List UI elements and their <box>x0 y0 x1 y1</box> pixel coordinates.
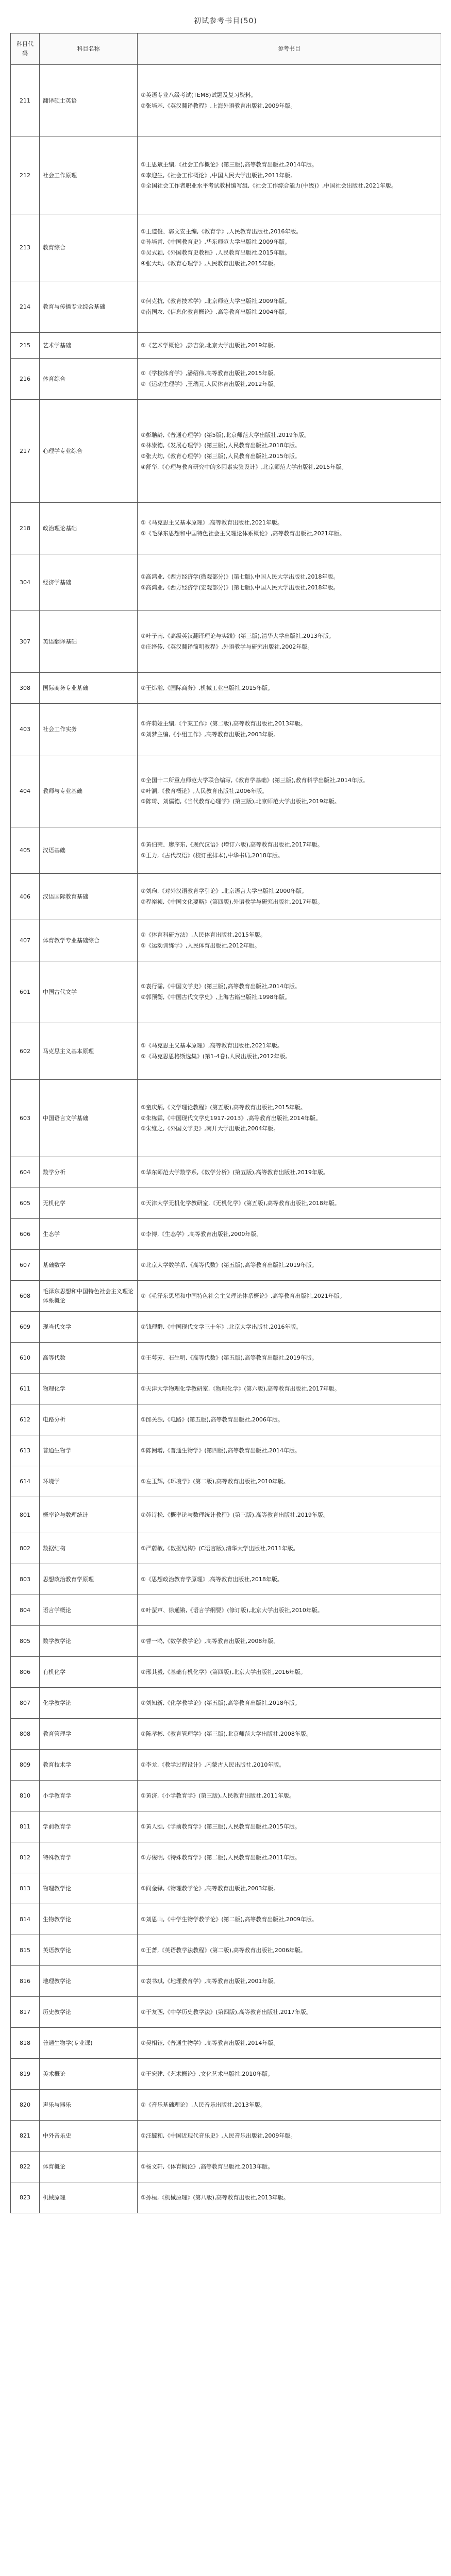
reference-list <box>138 1781 441 1811</box>
table-row <box>11 503 441 554</box>
subject-code: 804 <box>11 1595 40 1626</box>
reference-list <box>138 2151 441 2182</box>
reference-item: ①方俊明,《特殊教育学》(第二版),人民教育出版社,2011年版。 <box>141 1854 300 1861</box>
subject-name: 普通生物学(专业课) <box>40 2028 138 2059</box>
reference-list <box>138 2059 441 2090</box>
subject-code: 404 <box>11 755 40 827</box>
reference-item: ①袁书琪,《地理教育学》,高等教育出版社,2001年版。 <box>141 1977 279 1985</box>
reference-list <box>138 1688 441 1719</box>
reference-item: ①袁行霈,《中国文学史》(第三版),高等教育出版社,2014年版。 <box>141 983 300 990</box>
reference-item: ①王宏建,《艺术概论》,文化艺术出版社,2010年版。 <box>141 2070 274 2077</box>
table-row <box>11 1080 441 1157</box>
subject-name: 声乐与器乐 <box>40 2090 138 2121</box>
reference-list <box>138 1719 441 1750</box>
subject-code: 403 <box>11 704 40 755</box>
table-header-row <box>11 33 441 65</box>
reference-item: ①王萼芳、石生明,《高等代数》(第五版),高等教育出版社,2019年版。 <box>141 1354 318 1361</box>
subject-code: 806 <box>11 1657 40 1688</box>
reference-list <box>138 1935 441 1966</box>
table-row <box>11 1374 441 1404</box>
table-row <box>11 1466 441 1497</box>
reference-item: ②《马克思恩格斯选集》(第1-4卷),人民出版社,2012年版。 <box>141 1053 291 1060</box>
table-row <box>11 137 441 214</box>
reference-list <box>138 1435 441 1466</box>
reference-list <box>138 673 441 704</box>
subject-name: 汉语基础 <box>40 827 138 874</box>
reference-list <box>138 281 441 333</box>
reference-list <box>138 1997 441 2028</box>
reference-item: ①黄人颂,《学前教育学》(第三版),人民教育出版社,2015年版。 <box>141 1823 300 1830</box>
table-row <box>11 1719 441 1750</box>
reference-item: ②《毛泽东思想和中国特色社会主义理论体系概论》,高等教育出版社,2021年版。 <box>141 530 345 537</box>
reference-item: ①彭聃龄,《普通心理学》(第5版),北京师范大学出版社,2019年版。 <box>141 431 310 438</box>
subject-code: 810 <box>11 1781 40 1811</box>
subject-code: 807 <box>11 1688 40 1719</box>
reference-item: ①王蔷,《英语教学法教程》(第二版),高等教育出版社,2006年版。 <box>141 1946 306 1954</box>
table-row <box>11 2090 441 2121</box>
subject-name: 社会工作实务 <box>40 704 138 755</box>
subject-name: 马克思主义基本原理 <box>40 1023 138 1080</box>
reference-item: ①茆诗松,《概率论与数理统计教程》(第三版),高等教育出版社,2019年版。 <box>141 1511 329 1518</box>
subject-code: 602 <box>11 1023 40 1080</box>
subject-code: 815 <box>11 1935 40 1966</box>
reference-list <box>138 1497 441 1533</box>
reference-list <box>138 2121 441 2151</box>
reference-list <box>138 1466 441 1497</box>
subject-code: 606 <box>11 1219 40 1250</box>
table-row <box>11 1564 441 1595</box>
subject-code: 821 <box>11 2121 40 2151</box>
reference-list <box>138 2028 441 2059</box>
reference-item: ①陈孝彬,《教育管理学》(第三版),北京师范大学出版社,2008年版。 <box>141 1730 312 1737</box>
subject-name: 小学教育学 <box>40 1781 138 1811</box>
reference-list <box>138 1023 441 1080</box>
reference-item: ①许莉娅主编,《个案工作》(第二版),高等教育出版社,2013年版。 <box>141 720 306 727</box>
subject-code: 601 <box>11 961 40 1023</box>
reference-item: ①王炜瀚,《国际商务》,机械工业出版社,2015年版。 <box>141 684 274 691</box>
table-row <box>11 65 441 137</box>
reference-item: ④舒华,《心理与教育研究中的多因素实验设计》,北京师范大学出版社,2015年版。 <box>141 463 347 470</box>
subject-code: 211 <box>11 65 40 137</box>
reference-item: ①天津大学无机化学教研室,《无机化学》(第五版),高等教育出版社,2018年版。 <box>141 1199 340 1207</box>
table-row <box>11 1595 441 1626</box>
subject-name: 中外音乐史 <box>40 2121 138 2151</box>
reference-item: ②朱栋霖,《中国现代文学史1917-2013》,高等教育出版社,2014年版。 <box>141 1114 322 1122</box>
reference-list <box>138 704 441 755</box>
table-row <box>11 333 441 359</box>
reference-list <box>138 137 441 214</box>
reference-item: ②王力,《古代汉语》(校订重排本),中华书局,2018年版。 <box>141 852 283 859</box>
table-row <box>11 1873 441 1904</box>
table-row <box>11 611 441 673</box>
reference-item: ①《马克思主义基本原理》,高等教育出版社,2021年版。 <box>141 519 283 527</box>
reference-item: ①刘知新,《化学教学论》(第五版),高等教育出版社,2018年版。 <box>141 1699 300 1706</box>
reference-item: ①孙桓,《机械原理》(第八版),高等教育出版社,2013年版。 <box>141 2194 289 2201</box>
reference-list <box>138 1219 441 1250</box>
reference-item: ②李迎生,《社会工作概论》,中国人民大学出版社,2011年版。 <box>141 172 296 179</box>
table-row <box>11 214 441 281</box>
table-row <box>11 1157 441 1188</box>
reference-item: ①邢其毅,《基础有机化学》(第四版),北京大学出版社,2016年版。 <box>141 1668 306 1675</box>
subject-name: 特殊教育学 <box>40 1842 138 1873</box>
subject-code: 809 <box>11 1750 40 1781</box>
subject-code: 613 <box>11 1435 40 1466</box>
table-row <box>11 1657 441 1688</box>
subject-code: 216 <box>11 359 40 400</box>
reference-list <box>138 961 441 1023</box>
reference-list <box>138 1564 441 1595</box>
table-row <box>11 400 441 503</box>
reference-item: ①于友西,《中学历史教学法》(第四版),高等教育出版社,2017年版。 <box>141 2008 312 2015</box>
reference-item: ①《马克思主义基本原理》,高等教育出版社,2021年版。 <box>141 1042 283 1049</box>
subject-code: 307 <box>11 611 40 673</box>
reference-item: ①天津大学物理化学教研室,《物理化学》(第六版),高等教育出版社,2017年版。 <box>141 1385 340 1392</box>
table-row <box>11 1312 441 1343</box>
subject-code: 811 <box>11 1811 40 1842</box>
subject-code: 214 <box>11 281 40 333</box>
subject-name: 教育管理学 <box>40 1719 138 1750</box>
subject-code: 611 <box>11 1374 40 1404</box>
subject-code: 213 <box>11 214 40 281</box>
reference-item: ①曹一鸣,《数学教学论》,高等教育出版社,2008年版。 <box>141 1637 279 1645</box>
subject-name: 电路分析 <box>40 1404 138 1435</box>
table-row <box>11 2028 441 2059</box>
subject-name: 有机化学 <box>40 1657 138 1688</box>
subject-code: 813 <box>11 1873 40 1904</box>
reference-list <box>138 1157 441 1188</box>
subject-name: 环境学 <box>40 1466 138 1497</box>
reference-list <box>138 359 441 400</box>
table-row <box>11 359 441 400</box>
subject-name: 心理学专业综合 <box>40 400 138 503</box>
reference-list <box>138 1250 441 1281</box>
reference-list <box>138 65 441 137</box>
subject-code: 217 <box>11 400 40 503</box>
reference-list <box>138 1626 441 1657</box>
subject-code: 308 <box>11 673 40 704</box>
reference-item: ③张大均,《教育心理学》(第三版),人民教育出版社,2015年版。 <box>141 453 300 460</box>
subject-name: 英语翻译基础 <box>40 611 138 673</box>
subject-code: 823 <box>11 2182 40 2213</box>
subject-name: 国际商务专业基础 <box>40 673 138 704</box>
subject-name: 体育综合 <box>40 359 138 400</box>
reference-item: ①黄济,《小学教育学》(第三版),人民教育出版社,2011年版。 <box>141 1792 295 1799</box>
reference-item: ①叶蜚声、徐通锵,《语言学纲要》(修订版),北京大学出版社,2010年版。 <box>141 1606 323 1614</box>
subject-code: 603 <box>11 1080 40 1157</box>
header-references: 参考书目 <box>138 33 441 65</box>
subject-name: 中国古代文学 <box>40 961 138 1023</box>
table-row <box>11 1188 441 1219</box>
reference-item: ④张大均,《教育心理学》,人民教育出版社,2015年版。 <box>141 260 279 267</box>
reference-item: ①汪毓和,《中国近现代音乐史》,人民音乐出版社,2009年版。 <box>141 2132 296 2139</box>
reference-item: ①高鸿业,《西方经济学(微观部分)》(第七版),中国人民大学出版社,2018年版。 <box>141 573 339 581</box>
reference-item: ②叶澜,《教育概论》,人民教育出版社,2006年版。 <box>141 787 268 794</box>
subject-code: 218 <box>11 503 40 554</box>
subject-code: 822 <box>11 2151 40 2182</box>
table-row <box>11 2182 441 2213</box>
reference-item: ②南国农,《信息化教育概论》,高等教育出版社,2004年版。 <box>141 309 291 315</box>
reference-item: ①《体育科研方法》,人民体育出版社,2015年版。 <box>141 931 266 939</box>
subject-name: 教育与传播专业综合基础 <box>40 281 138 333</box>
reference-item: ②孙培青,《中国教育史》,华东师范大学出版社,2009年版。 <box>141 239 291 246</box>
subject-code: 605 <box>11 1188 40 1219</box>
subject-name: 地理教学论 <box>40 1966 138 1997</box>
table-row <box>11 1250 441 1281</box>
reference-list <box>138 214 441 281</box>
subject-code: 819 <box>11 2059 40 2090</box>
reference-list <box>138 1374 441 1404</box>
subject-code: 817 <box>11 1997 40 2028</box>
reference-list <box>138 503 441 554</box>
table-row <box>11 2121 441 2151</box>
subject-name: 学前教育学 <box>40 1811 138 1842</box>
reference-item: ①何克抗,《教育技术学》,北京师范大学出版社,2009年版。 <box>141 298 291 305</box>
header-code: 科目代码 <box>11 33 40 65</box>
reference-item: ①吴相钰,《普通生物学》,高等教育出版社,2014年版。 <box>141 2039 279 2046</box>
reference-item: ①《音乐基础理论》,人民音乐出版社,2013年版。 <box>141 2101 266 2108</box>
subject-name: 中国语言文学基础 <box>40 1080 138 1157</box>
reference-list <box>138 1404 441 1435</box>
subject-name: 数据结构 <box>40 1533 138 1564</box>
reference-list <box>138 1343 441 1374</box>
reference-list <box>138 611 441 673</box>
reference-item: ①黄伯荣、廖序东,《现代汉语》(增订六版),高等教育出版社,2017年版。 <box>141 841 323 849</box>
reference-list <box>138 755 441 827</box>
reference-item: ①王思斌主编,《社会工作概论》(第三版),高等教育出版社,2014年版。 <box>141 161 318 168</box>
table-body <box>11 65 441 2213</box>
subject-name: 教师与专业基础 <box>40 755 138 827</box>
subject-name: 汉语国际教育基础 <box>40 874 138 920</box>
subject-name: 生态学 <box>40 1219 138 1250</box>
subject-name: 物理化学 <box>40 1374 138 1404</box>
reference-item: ①钱理群,《中国现代文学三十年》,北京大学出版社,2016年版。 <box>141 1323 302 1330</box>
subject-code: 607 <box>11 1250 40 1281</box>
subject-name: 思想政治教育学原理 <box>40 1564 138 1595</box>
table-row <box>11 673 441 704</box>
reference-item: ①王道俊、郭文安主编,《教育学》,人民教育出版社,2016年版。 <box>141 228 302 235</box>
subject-name: 化学教学论 <box>40 1688 138 1719</box>
reference-item: ①李博,《生态学》,高等教育出版社,2000年版。 <box>141 1230 262 1238</box>
reference-item: ①杨文轩,《体育概论》,高等教育出版社,2013年版。 <box>141 2163 274 2170</box>
subject-name: 教育技术学 <box>40 1750 138 1781</box>
table-row <box>11 1997 441 2028</box>
subject-name: 概率论与数理统计 <box>40 1497 138 1533</box>
table-row <box>11 1750 441 1781</box>
table-row <box>11 920 441 961</box>
subject-code: 612 <box>11 1404 40 1435</box>
reference-item: ①刘恩山,《中学生物学教学论》(第二版),高等教育出版社,2009年版。 <box>141 1916 318 1923</box>
reference-item: ①北京大学数学系,《高等代数》(第五版),高等教育出版社,2019年版。 <box>141 1261 318 1268</box>
reference-item: ①左玉辉,《环境学》(第二版),高等教育出版社,2010年版。 <box>141 1478 289 1485</box>
subject-code: 802 <box>11 1533 40 1564</box>
subject-name: 现当代文学 <box>40 1312 138 1343</box>
subject-name: 教育综合 <box>40 214 138 281</box>
subject-code: 805 <box>11 1626 40 1657</box>
table-row <box>11 755 441 827</box>
reference-item: ①邱关源,《电路》(第五版),高等教育出版社,2006年版。 <box>141 1416 283 1423</box>
reference-list <box>138 1533 441 1564</box>
table-row <box>11 1781 441 1811</box>
reference-item: ①陈阅增,《普通生物学》(第四版),高等教育出版社,2014年版。 <box>141 1447 300 1454</box>
table-row <box>11 2059 441 2090</box>
reference-item: ①严蔚敏,《数据结构》(C语言版),清华大学出版社,2011年版。 <box>141 1545 299 1552</box>
reference-item: ①童庆炳,《文学理论教程》(第五版),高等教育出版社,2015年版。 <box>141 1104 306 1111</box>
table-row <box>11 1811 441 1842</box>
reference-item: ②刘梦主编,《小组工作》,高等教育出版社,2003年版。 <box>141 731 279 738</box>
reference-table <box>10 33 441 2213</box>
subject-code: 801 <box>11 1497 40 1533</box>
reference-list <box>138 1842 441 1873</box>
reference-list <box>138 1873 441 1904</box>
reference-list <box>138 827 441 874</box>
reference-list <box>138 1595 441 1626</box>
reference-item: ①《学校体育学》,潘绍伟,高等教育出版社,2015年版。 <box>141 370 279 377</box>
table-row <box>11 554 441 611</box>
subject-name: 翻译硕士英语 <box>40 65 138 137</box>
subject-code: 304 <box>11 554 40 611</box>
reference-list <box>138 1966 441 1997</box>
subject-name: 英语教学论 <box>40 1935 138 1966</box>
table-row <box>11 704 441 755</box>
subject-code: 609 <box>11 1312 40 1343</box>
table-row <box>11 1343 441 1374</box>
subject-name: 机械原理 <box>40 2182 138 2213</box>
table-row <box>11 1688 441 1719</box>
subject-name: 物理教学论 <box>40 1873 138 1904</box>
reference-item: ①《毛泽东思想和中国特色社会主义理论体系概论》,高等教育出版社,2021年版。 <box>141 1292 345 1299</box>
reference-item: ③吴式颖,《外国教育史教程》,人民教育出版社,2015年版。 <box>141 249 291 256</box>
subject-name: 艺术学基础 <box>40 333 138 359</box>
subject-name: 普通生物学 <box>40 1435 138 1466</box>
table-row <box>11 874 441 920</box>
reference-list <box>138 1657 441 1688</box>
subject-code: 803 <box>11 1564 40 1595</box>
subject-code: 608 <box>11 1281 40 1312</box>
subject-code: 808 <box>11 1719 40 1750</box>
reference-item: ①英语专业八级考试(TEM8)试题及复习资料。 <box>141 92 257 99</box>
reference-list <box>138 400 441 503</box>
reference-item: ①华东师范大学数学系,《数学分析》(第五版),高等教育出版社,2019年版。 <box>141 1168 329 1176</box>
reference-list <box>138 874 441 920</box>
subject-name: 生物教学论 <box>40 1904 138 1935</box>
reference-item: ③全国社会工作者职业水平考试教材编写组,《社会工作综合能力(中级)》,中国社会出版社,2021年版。 <box>141 182 397 190</box>
reference-list <box>138 1750 441 1781</box>
reference-list <box>138 1811 441 1842</box>
reference-item: ②《运动生理学》,王瑞元,人民体育出版社,2012年版。 <box>141 381 279 387</box>
reference-item: ②林崇德,《发展心理学》(第三版),人民教育出版社,2018年版。 <box>141 442 300 449</box>
reference-list <box>138 2090 441 2121</box>
table-row <box>11 2151 441 2182</box>
subject-code: 610 <box>11 1343 40 1374</box>
table-row <box>11 1904 441 1935</box>
reference-item: ②庄绎传,《英汉翻译简明教程》,外语教学与研究出版社,2002年版。 <box>141 643 313 650</box>
subject-name: 数学分析 <box>40 1157 138 1188</box>
reference-item: ①李龙,《教学过程设计》,内蒙古人民出版社,2010年版。 <box>141 1761 285 1768</box>
table-row <box>11 1281 441 1312</box>
subject-code: 614 <box>11 1466 40 1497</box>
reference-list <box>138 1188 441 1219</box>
subject-code: 816 <box>11 1966 40 1997</box>
subject-code: 405 <box>11 827 40 874</box>
table-row <box>11 1842 441 1873</box>
reference-item: ①阎金铎,《物理教学论》,高等教育出版社,2003年版。 <box>141 1885 279 1892</box>
reference-item: ①叶子南,《高级英汉翻译理论与实践》(第三版),清华大学出版社,2013年版。 <box>141 633 335 640</box>
subject-name: 社会工作原理 <box>40 137 138 214</box>
subject-code: 812 <box>11 1842 40 1873</box>
subject-code: 215 <box>11 333 40 359</box>
reference-item: ①全国十二所重点师范大学联合编写,《教育学基础》(第三版),教育科学出版社,2014年版。 <box>141 777 369 784</box>
subject-name: 经济学基础 <box>40 554 138 611</box>
reference-list <box>138 1080 441 1157</box>
header-subject: 科目名称 <box>40 33 138 65</box>
subject-name: 体育教学专业基础综合 <box>40 920 138 961</box>
reference-list <box>138 333 441 359</box>
table-row <box>11 1626 441 1657</box>
reference-item: ②《运动训练学》,人民体育出版社,2012年版。 <box>141 942 260 949</box>
table-row <box>11 1497 441 1533</box>
table-row <box>11 1935 441 1966</box>
subject-name: 基础数学 <box>40 1250 138 1281</box>
reference-item: ②程裕祯,《中国文化要略》(第四版),外语教学与研究出版社,2017年版。 <box>141 899 323 905</box>
reference-item: ①《艺术学概论》,彭吉象,北京大学出版社,2019年版。 <box>141 342 279 349</box>
reference-item: ②张培基,《英汉翻译教程》,上海外语教育出版社,2009年版。 <box>141 103 296 109</box>
reference-list <box>138 1281 441 1312</box>
subject-name: 历史教学论 <box>40 1997 138 2028</box>
table-row <box>11 1966 441 1997</box>
subject-name: 体育概论 <box>40 2151 138 2182</box>
table-row <box>11 1533 441 1564</box>
reference-list <box>138 1312 441 1343</box>
subject-name: 政治理论基础 <box>40 503 138 554</box>
subject-code: 820 <box>11 2090 40 2121</box>
reference-list <box>138 920 441 961</box>
reference-item: ③朱维之,《外国文学史》,南开大学出版社,2004年版。 <box>141 1125 279 1132</box>
subject-code: 604 <box>11 1157 40 1188</box>
subject-code: 407 <box>11 920 40 961</box>
subject-name: 高等代数 <box>40 1343 138 1374</box>
table-row <box>11 1219 441 1250</box>
table-row <box>11 1023 441 1080</box>
reference-list <box>138 554 441 611</box>
subject-name: 美术概论 <box>40 2059 138 2090</box>
reference-list <box>138 2182 441 2213</box>
reference-list <box>138 1904 441 1935</box>
reference-item: ②郭预衡,《中国古代文学史》,上海古籍出版社,1998年版。 <box>141 994 291 1001</box>
subject-name: 毛泽东思想和中国特色社会主义理论体系概论 <box>40 1281 138 1312</box>
table-row <box>11 1404 441 1435</box>
subject-code: 406 <box>11 874 40 920</box>
table-row <box>11 827 441 874</box>
table-row <box>11 961 441 1023</box>
table-row <box>11 281 441 333</box>
page-title: 初试参考书目(50) <box>194 17 257 25</box>
subject-name: 无机化学 <box>40 1188 138 1219</box>
subject-code: 818 <box>11 2028 40 2059</box>
reference-item: ③陈琦、刘儒德,《当代教育心理学》(第三版),北京师范大学出版社,2019年版。 <box>141 798 340 805</box>
subject-code: 212 <box>11 137 40 214</box>
subject-code: 814 <box>11 1904 40 1935</box>
reference-item: ②高鸿业,《西方经济学(宏观部分)》(第七版),中国人民大学出版社,2018年版。 <box>141 584 339 591</box>
subject-name: 数学教学论 <box>40 1626 138 1657</box>
subject-name: 语言学概论 <box>40 1595 138 1626</box>
table-row <box>11 1435 441 1466</box>
reference-item: ①《思想政治教育学原理》,高等教育出版社,2018年版。 <box>141 1575 283 1583</box>
reference-item: ①刘珣,《对外汉语教育学引论》,北京语言大学出版社,2000年版。 <box>141 888 308 895</box>
